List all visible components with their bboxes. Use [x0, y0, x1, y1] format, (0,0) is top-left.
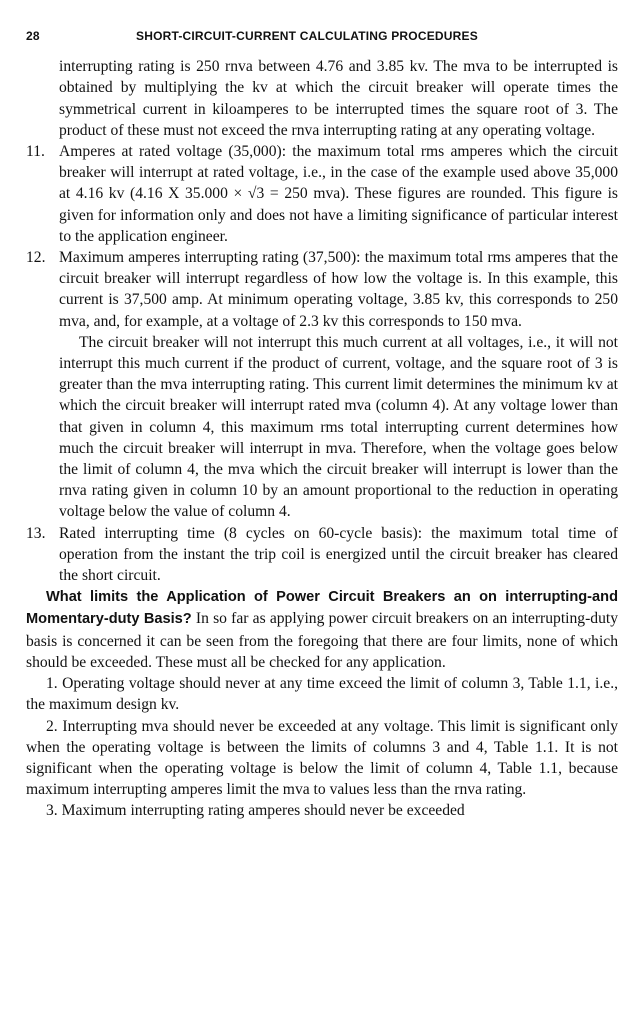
item-text: Maximum amperes interrupting rating (37,500): the maximum total rms amperes that the circuit breaker will interrupt regardless of how low the voltage is. In this example, this current is 37,500 amp. At minimum operating voltage, 3.85 kv, this corresponds to 250 mva, and, for example, at a voltage of 2.3 kv this corresponds to 150 mva. — [59, 249, 618, 330]
section-paragraph — [26, 586, 618, 673]
item-number: 11. — [26, 143, 45, 161]
item-text: Amperes at rated voltage (35,000): the maximum total rms amperes which the circuit breaker will interrupt at rated voltage, i.e., in the case of the example used above 35,000 at 4.16 kv (4.16 X 35.000 × √3 = 250 mva). These figures are rounded. This figure is given for information only and does not have a limiting significance of particular interest to the application engineer. — [59, 143, 618, 245]
running-title: SHORT-CIRCUIT-CURRENT CALCULATING PROCEDURES — [136, 29, 478, 43]
limit-paragraph: 3. Maximum interrupting rating amperes should never be exceeded — [46, 802, 465, 820]
item-number: 13. — [26, 524, 46, 542]
section-text: In so far as applying power circuit breakers on an interrupting-duty basis is concerned it can be seen from the foregoing that there are four limits, none of which should be exceeded. These must all be checked for any application. — [26, 610, 618, 671]
running-header — [26, 26, 618, 47]
continuation-paragraph: interrupting rating is 250 rnva between 4.76 and 3.85 kv. The mva to be interrupted is obtained by multiplying the kv at which the circuit breaker will operate times the symmetrical current in kiloamperes to be interrupted times the square root of 3. The product of these must not exceed the rnva interrupting rating at any operating voltage. — [59, 58, 618, 139]
list-item — [26, 141, 618, 247]
page-number: 28 — [26, 29, 40, 43]
item-text: Rated interrupting time (8 cycles on 60-cycle basis): the maximum total time of operation from the instant the trip coil is energized until the circuit breaker has cleared the short circuit. — [59, 524, 618, 585]
section-heading: What limits the Application of Power Circuit Breakers an on interrupting-and Momentary-duty Basis? — [26, 589, 618, 628]
list-item — [26, 523, 618, 587]
limit-paragraph: 1. Operating voltage should never at any time exceed the limit of column 3, Table 1.1, i.e., the maximum design kv. — [26, 675, 618, 714]
item-number: 12. — [26, 249, 46, 267]
list-item — [26, 247, 618, 332]
item-continuation-paragraph: The circuit breaker will not interrupt this much current at all voltages, i.e., it will not interrupt this much current if the product of current, voltage, and the square root of 3 is greater than the mva interrupting rating. This current limit determines the minimum kv at which the circuit breaker will interrupt rated mva (column 4). At any voltage lower than that given in column 4, this maximum rms total interrupting current determines how much the circuit breaker will interrupt in mva. Therefore, when the voltage goes below the limit of column 4, the mva which the circuit breaker will interrupt is lower than the rnva rating given in column 10 by an amount proportional to the reduction in operating voltage below the value of column 4. — [59, 333, 618, 521]
page-body — [26, 56, 618, 821]
limit-paragraph: 2. Interrupting mva should never be exceeded at any voltage. This limit is significant only when the operating voltage is between the limits of columns 3 and 4, Table 1.1. It is not significant when the operating voltage is below the limit of column 4, Table 1.1, because maximum interrupting amperes limit the mva to values less than the rnva rating. — [26, 717, 618, 799]
